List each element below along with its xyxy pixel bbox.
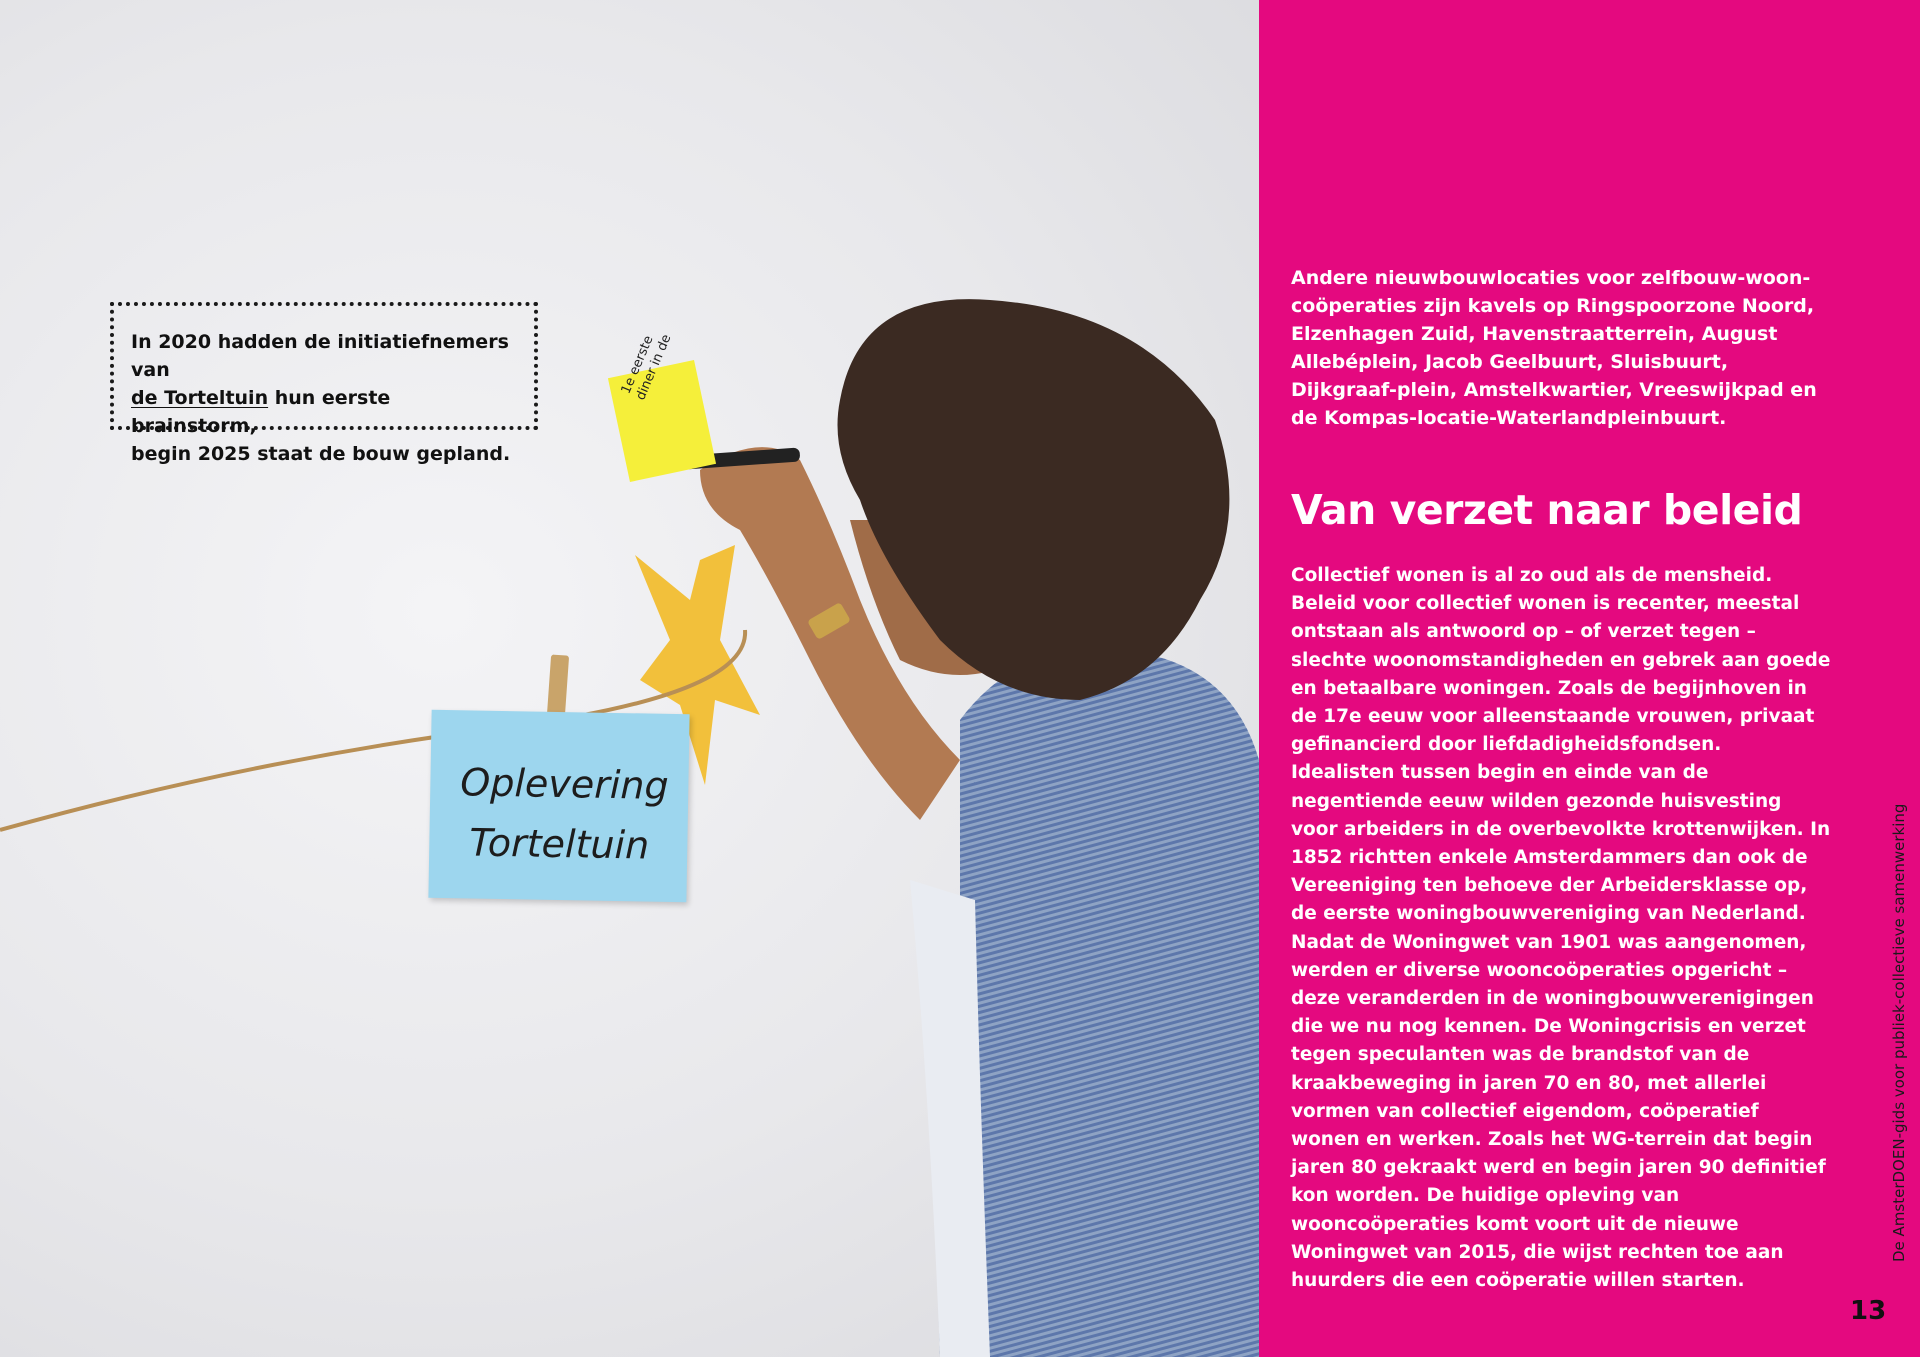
caption-line2: hun eerste brainstorm, [131,387,391,437]
page-number: 13 [1850,1296,1887,1326]
section-heading: Van verzet naar beleid [1291,486,1803,534]
vertical-publication-title: De AmsterDOEN-gids voor publiek-collectieve samenwerking [1890,803,1908,1262]
blue-note-line2: Torteltuin [468,820,650,868]
photo-caption-box [110,302,538,465]
yellow-note-text: 1e eerste diner in de [618,332,675,403]
blue-note-line1: Oplevering [460,760,669,808]
blue-sticky-note [428,710,689,902]
caption-text [131,328,518,468]
intro-paragraph: Andere nieuwbouwlocaties voor zelfbouw-woon-coöperaties zijn kavels op Ringspoorzone Noord, Elzenhagen Zuid, Havenstraatterrein, August Allebéplein, Jacob Geelbuurt, Sluisbuurt, Dijkgraaf-plein, Amstelkwartier, Vreeswijkpad en de Kompas-locatie-Waterlandpleinbuurt. [1291,267,1817,429]
body-paragraph: Collectief wonen is al zo oud als de mensheid. Beleid voor collectief wonen is recenter, meestal ontstaan als antwoord op – of verzet tegen – slechte woonomstandigheden en gebrek aan goede en betaalbare woningen. Zoals de begijnhoven in de 17e eeuw voor alleenstaande vrouwen, privaat gefinancierd door liefdadigheidsfondsen. Idealisten tussen begin en einde van de negentiende eeuw wilden gezonde huisvesting voor arbeiders in de overbevolkte krottenwijken. In 1852 richtten enkele Amsterdammers dan ook de Vereeniging ten behoeve der Arbeidersklasse op, de eerste woningbouwvereniging van Nederland. Nadat de Woningwet van 1901 was aangenomen, werden er diverse wooncoöperaties opgericht – deze veranderden in de woningbouwverenigingen die we nu nog kennen. De Woningcrisis en verzet tegen speculanten was de brandstof van de kraakbeweging in jaren 70 en 80, met allerlei vormen van collectief eigendom, coöperatief wonen en werken. Zoals het WG-terrein dat begin jaren 80 gekraakt werd en begin jaren 90 definitief kon worden. De huidige opleving van wooncoöperaties komt voort uit de nieuwe Woningwet van 2015, die wijst rechten toe aan huurders die een coöperatie willen starten. [1291,565,1831,1292]
caption-line3: begin 2025 staat de bouw gepland. [131,443,511,465]
torteltuin-link[interactable]: de Torteltuin [131,387,269,409]
caption-line1: In 2020 hadden de initiatiefnemers van [131,331,509,381]
